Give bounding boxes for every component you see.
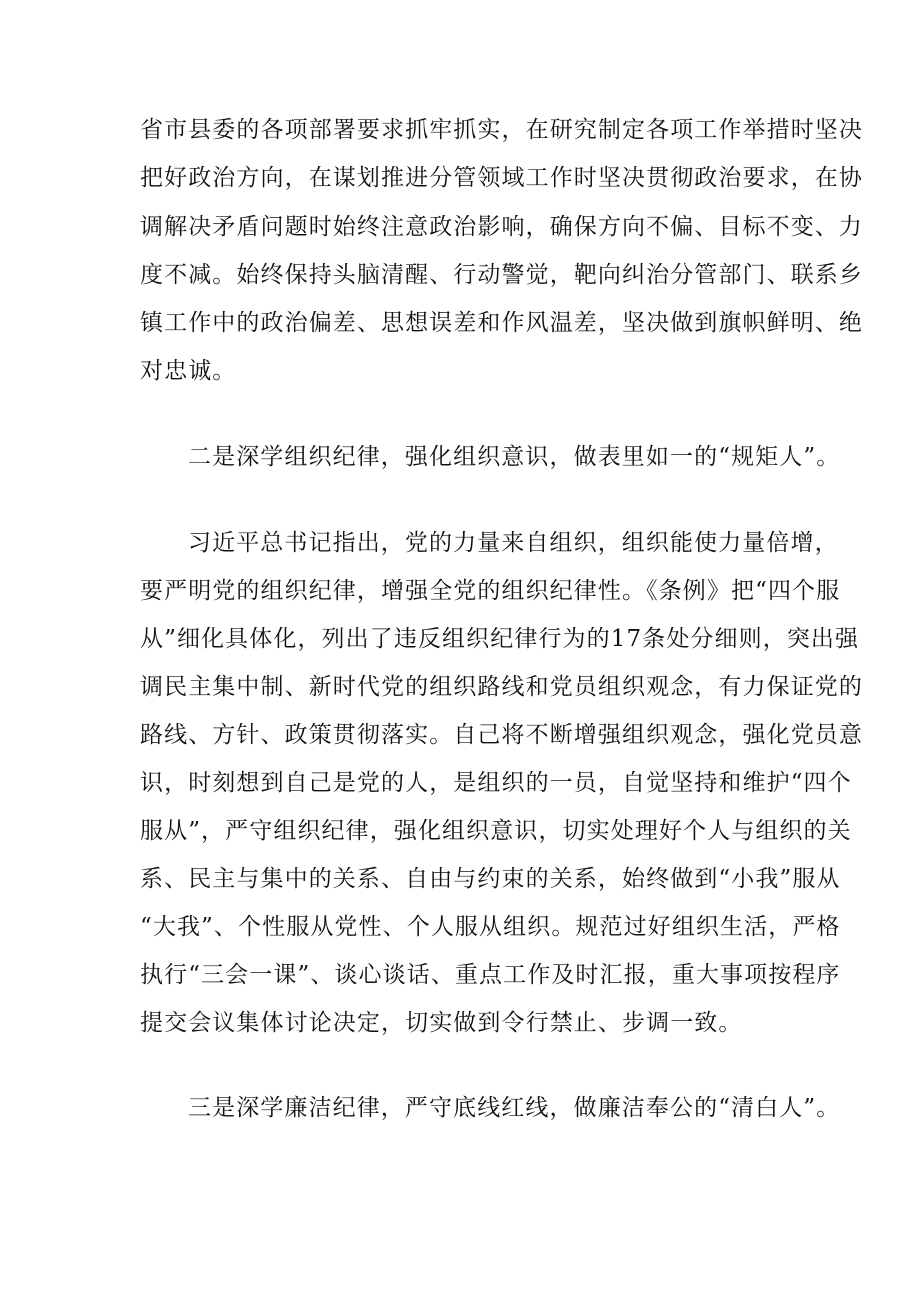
paragraph-2-line-11: 提交会议集体讨论决定，切实做到令行禁止、步调一致。	[140, 1010, 743, 1036]
paragraph-1-line-5: 镇工作中的政治偏差、思想误差和作风温差，坚决做到旗帜鲜明、绝	[140, 310, 863, 336]
paragraph-1-line-3: 调解决矛盾问题时始终注意政治影响，确保方向不偏、目标不变、力	[140, 214, 863, 240]
paragraph-2-line-2: 要严明党的组织纪律，增强全党的组织纪律性。《条例》把“四个服	[140, 578, 841, 604]
paragraph-1-line-1: 省市县委的各项部署要求抓牢抓实，在研究制定各项工作举措时坚决	[140, 117, 863, 143]
paragraph-2-line-3: 从”细化具体化，列出了违反组织纪律行为的17条处分细则，突出强	[140, 626, 860, 652]
section-heading-2: 二是深学组织纪律，强化组织意识，做表里如一的“规矩人”。	[188, 444, 841, 470]
paragraph-1-line-4: 度不减。始终保持头脑清醒、行动警觉，靶向纠治分管部门、联系乡	[140, 262, 863, 288]
paragraph-2-line-4: 调民主集中制、新时代党的组织路线和党员组织观念，有力保证党的	[140, 674, 863, 700]
paragraph-1-line-6: 对忠诚。	[140, 358, 237, 384]
section-heading-3: 三是深学廉洁纪律，严守底线红线，做廉洁奉公的“清白人”。	[188, 1095, 841, 1121]
paragraph-2-line-5: 路线、方针、政策贯彻落实。自己将不断增强组织观念，强化党员意	[140, 722, 863, 748]
paragraph-2-line-9: “大我”、个性服从党性、个人服从组织。规范过好组织生活，严格	[140, 914, 841, 940]
paragraph-1-line-2: 把好政治方向，在谋划推进分管领域工作时坚决贯彻政治要求，在协	[140, 165, 863, 191]
paragraph-2-line-10: 执行“三会一课”、谈心谈话、重点工作及时汇报，重大事项按程序	[140, 962, 841, 988]
paragraph-2-line-6: 识，时刻想到自己是党的人，是组织的一员，自觉坚持和维护“四个	[140, 770, 852, 796]
paragraph-2-line-8: 系、民主与集中的关系、自由与约束的关系，始终做到“小我”服从	[140, 866, 841, 892]
paragraph-2-line-7: 服从”，严守组织纪律，强化组织意识，切实处理好个人与组织的关	[140, 818, 852, 844]
paragraph-2-line-1: 习近平总书记指出，党的力量来自组织，组织能使力量倍增，	[188, 530, 839, 556]
